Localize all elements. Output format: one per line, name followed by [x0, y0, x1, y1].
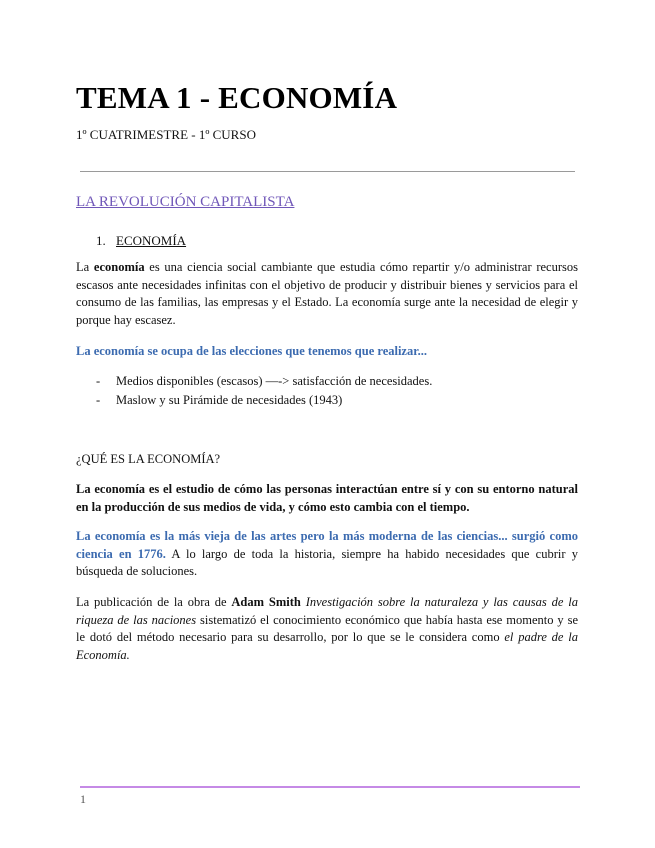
- para3-pre: La publicación de la obra de: [76, 595, 232, 609]
- header-divider: [80, 171, 575, 172]
- document-title: TEMA 1 - ECONOMÍA: [76, 80, 398, 115]
- bullet-list: [96, 372, 432, 410]
- para1-pre: La: [76, 260, 94, 274]
- footer-divider: [80, 786, 580, 788]
- adam-smith-paragraph: [76, 594, 578, 664]
- history-paragraph: [76, 528, 578, 581]
- bullet-dash: -: [96, 374, 101, 388]
- list-item: [96, 372, 432, 391]
- para2-blue: La economía es la más vieja de las artes pero la más moderna de las ciencias... surgió como ciencia en 1776.: [76, 529, 578, 561]
- para1-bold: economía: [93, 260, 145, 274]
- definition-paragraph: [76, 259, 578, 329]
- bold-definition: La economía es el estudio de cómo las personas interactúan entre sí y con su entorno natural en la producción de sus medios de vida, y cómo esto cambia con el tiempo.: [76, 482, 578, 514]
- para2-post: A lo largo de toda la historia, siempre ha habido necesidades que cubrir y búsqueda de soluciones.: [76, 546, 579, 578]
- bullet-text: Maslow y su Pirámide de necesidades (1943): [116, 393, 343, 407]
- para3-italic2: el padre de la Economía.: [76, 630, 578, 662]
- heading-number: 1.: [96, 233, 106, 248]
- blue-heading: La economía se ocupa de las elecciones que tenemos que realizar...: [76, 344, 428, 358]
- para3-mid: sistematizó el conocimiento económico que había hasta ese momento y se le dotó del método necesario para su desarrollo, por lo que se le considera como: [76, 612, 578, 644]
- numbered-heading: [96, 233, 186, 249]
- list-item: [96, 391, 432, 410]
- heading-label: ECONOMÍA: [116, 233, 187, 248]
- para1-post: es una ciencia social cambiante que estudia cómo repartir y/o administrar recursos escasos ante necesidades infinitas con el objetivo de producir y distribuir bienes y servicios para el consumo de las familias, las empresas y el Estado. La economía surge ante la necesidad de elegir y porque hay escasez.: [76, 260, 578, 327]
- section-heading: LA REVOLUCIÓN CAPITALISTA: [76, 194, 295, 210]
- page-number: 1: [80, 792, 86, 806]
- question-heading: ¿QUÉ ES LA ECONOMÍA?: [76, 452, 221, 466]
- bullet-text: Medios disponibles (escasos) —-> satisfacción de necesidades.: [116, 374, 433, 388]
- para3-italic: Investigación sobre la naturaleza y las causas de la riqueza de las naciones: [76, 595, 579, 627]
- document-subtitle: 1º CUATRIMESTRE - 1º CURSO: [76, 127, 256, 142]
- para3-bold: Adam Smith: [231, 595, 301, 609]
- bullet-dash: -: [96, 393, 101, 407]
